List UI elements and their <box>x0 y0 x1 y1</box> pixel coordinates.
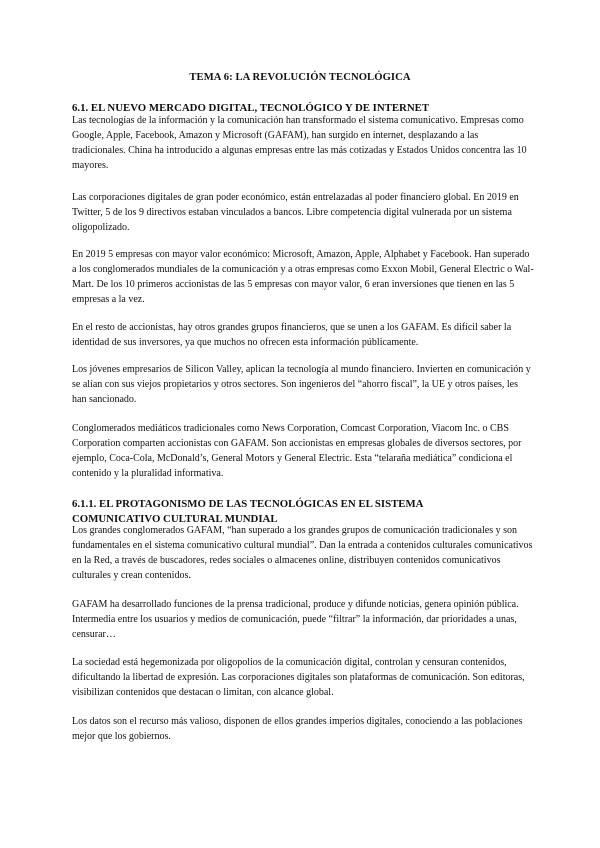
paragraph: Los datos son el recurso más valioso, disponen de ellos grandes imperios digitales, conociendo a las poblaciones mejor que los gobiernos. <box>72 716 523 742</box>
paragraph: La sociedad está hegemonizada por oligopolios de la comunicación digital, controlan y censuran contenidos, dificultando la libertad de expresión. Las corporaciones digitales son plataformas de comunicación. Son editoras, visibilizan contenidos que destacan o limitan, con alcance global. <box>72 657 525 698</box>
section-heading-6-1-1-line2: COMUNICATIVO CULTURAL MUNDIAL <box>72 513 278 525</box>
document-title: TEMA 6: LA REVOLUCIÓN TECNOLÓGICA <box>189 72 411 83</box>
paragraph: Los grandes conglomerados GAFAM, “han superado a los grandes grupos de comunicación tradicionales y son fundamentales en el sistema comunicativo cultural mundial”. Dan la entrada a contenidos culturales comunicativos en la Red, a través de buscadores, redes sociales o almacenes online, distribuyen contenidos comunicativos culturales y crean contenidos. <box>72 525 533 581</box>
section-heading-6-1: 6.1. EL NUEVO MERCADO DIGITAL, TECNOLÓGICO Y DE INTERNET <box>72 102 430 114</box>
paragraph: En el resto de accionistas, hay otros grandes grupos financieros, que se unen a los GAFAM. Es difícil saber la identidad de sus inversores, ya que muchos no ofrecen esta información públicamente. <box>72 322 512 348</box>
paragraph: GAFAM ha desarrollado funciones de la prensa tradicional, produce y difunde noticias, genera opinión pública. Intermedia entre los usuarios y medios de comunicación, puede “filtrar” la información, dar prioridades a unas, censurar… <box>72 599 519 640</box>
paragraph: Conglomerados mediáticos tradicionales como News Corporation, Comcast Corporation, Viacom Inc. o CBS Corporation comparten accionistas con GAFAM. Son accionistas en empresas globales de diversos sectores, por ejemplo, Coca-Cola, McDonald’s, General Motors y General Electric. Esta “telaraña mediática” condiciona el contenido y la pluralidad informativa. <box>72 423 522 479</box>
paragraph: Las tecnologías de la información y la comunicación han transformado el sistema comunicativo. Empresas como Google, Apple, Facebook, Amazon y Microsoft (GAFAM), han surgido en internet, desplazando a las tradicionales. China ha introducido a algunas empresas entre las más cotizadas y Estados Unidos concentra las 10 mayores. <box>72 115 527 171</box>
section-heading-6-1-1-line1: 6.1.1. EL PROTAGONISMO DE LAS TECNOLÓGICAS EN EL SISTEMA <box>72 498 424 510</box>
paragraph: Los jóvenes empresarios de Silicon Valley, aplican la tecnología al mundo financiero. Invierten en comunicación y se alían con sus viejos propietarios y otros sectores. Son ingenieros del “ahorro fiscal”, la UE y otros países, les han sancionado. <box>72 364 531 405</box>
paragraph: Las corporaciones digitales de gran poder económico, están entrelazadas al poder financiero global. En 2019 en Twitter, 5 de los 9 directivos estaban vinculados a bancos. Libre competencia digital vulnerada por un sistema oligopolizado. <box>72 192 519 233</box>
paragraph: En 2019 5 empresas con mayor valor económico: Microsoft, Amazon, Apple, Alphabet y Facebook. Han superado a los conglomerados mundiales de la comunicación y a otras empresas como Exxon Mobil, General Electric o Wal-Mart. De los 10 primeros accionistas de las 5 empresas con mayor valor, 6 eran inversiones que tienen en las 5 empresas a la vez. <box>72 249 534 305</box>
